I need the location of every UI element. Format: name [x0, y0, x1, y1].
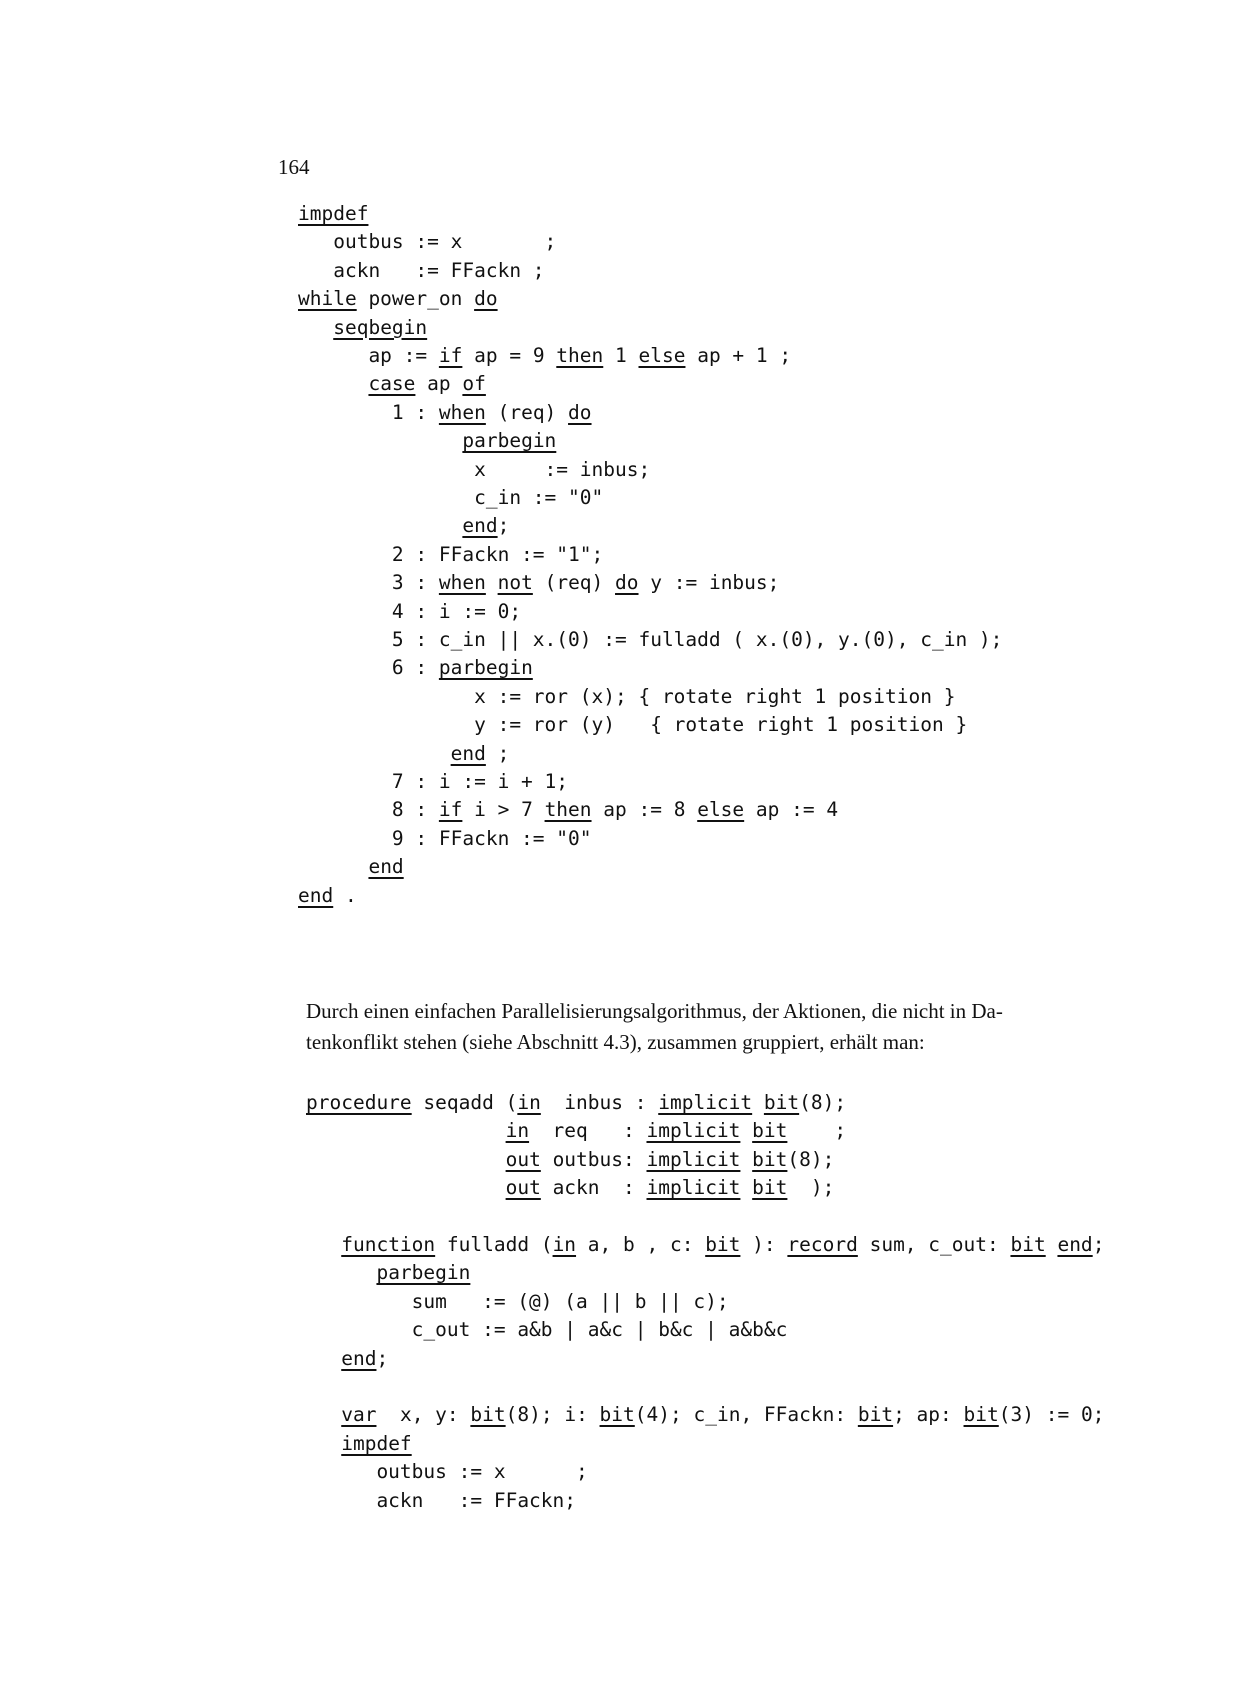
code-line: [298, 600, 521, 624]
code-text: sum, c_out:: [857, 1233, 1011, 1256]
code-line: [298, 713, 967, 737]
code-text: c_in := "0": [298, 486, 604, 509]
code-keyword: end: [341, 1346, 377, 1370]
code-keyword: do: [615, 571, 639, 595]
code-text: inbus :: [540, 1091, 659, 1114]
code-keyword: var: [341, 1403, 377, 1427]
code-keyword: in: [505, 1119, 530, 1143]
code-keyword: do: [474, 287, 498, 311]
code-line: [298, 401, 592, 425]
code-keyword: bit: [599, 1403, 635, 1427]
code-line: [298, 202, 368, 226]
code-text: ;: [1092, 1233, 1105, 1256]
code-text: (8);: [787, 1147, 835, 1171]
code-text: outbus:: [540, 1147, 647, 1171]
code-text: fulladd (: [435, 1233, 553, 1256]
code-text: [306, 1403, 341, 1426]
code-keyword: when: [438, 400, 486, 424]
code-keyword: bit: [1010, 1233, 1046, 1256]
paragraph-line: tenkonflikt stehen (siehe Abschnitt 4.3), zusammen gruppiert, erhält man:: [306, 1030, 925, 1054]
code-line: [298, 344, 791, 368]
code-line: [306, 1261, 470, 1285]
code-text: [298, 742, 451, 765]
code-line: [298, 230, 556, 254]
code-keyword: when: [438, 571, 486, 595]
code-text: [306, 1261, 376, 1284]
code-line: [306, 1148, 834, 1172]
code-text: ap :=: [298, 344, 439, 367]
code-keyword: implicit: [646, 1176, 741, 1200]
code-text: req :: [529, 1119, 647, 1143]
code-line: [298, 742, 509, 766]
code-line: [298, 543, 603, 567]
code-keyword: end: [368, 855, 404, 879]
code-text: ap + 1 ;: [685, 344, 792, 367]
code-keyword: if: [438, 344, 463, 367]
code-text: [1046, 1233, 1058, 1256]
code-keyword: not: [497, 571, 533, 595]
code-text: (4); c_in, FFackn:: [634, 1403, 858, 1427]
code-text: [486, 571, 498, 594]
code-text: (3) := 0;: [998, 1403, 1105, 1427]
code-text: x := ror (x); { rotate right 1 position }: [298, 684, 956, 708]
code-line: [306, 1318, 787, 1342]
code-keyword: record: [787, 1233, 858, 1256]
code-keyword: end: [298, 883, 334, 907]
code-keyword: case: [368, 372, 416, 396]
code-line: [298, 372, 486, 396]
code-text: sum := (@) (a || b || c);: [306, 1289, 729, 1313]
code-text: 5 : c_in || x.(0) := fulladd ( x.(0), y.(0), c_in );: [298, 628, 1003, 651]
code-keyword: while: [298, 287, 357, 311]
code-keyword: bit: [705, 1233, 741, 1256]
code-text: ):: [740, 1233, 788, 1256]
code-text: 1 :: [298, 400, 439, 424]
code-text: [298, 316, 333, 339]
code-line: [298, 798, 838, 822]
code-text: outbus := x ;: [306, 1460, 588, 1484]
code-text: 7 : i := i + 1;: [298, 770, 569, 793]
code-keyword: of: [462, 372, 486, 396]
code-text: 9 : FFackn := "0": [298, 826, 592, 850]
code-keyword: do: [568, 400, 592, 424]
code-line: [298, 827, 592, 851]
code-line: [306, 1176, 834, 1200]
code-keyword: bit: [752, 1119, 788, 1143]
code-text: ap := 4: [744, 798, 839, 822]
code-keyword: implicit: [658, 1091, 753, 1114]
code-text: 3 :: [298, 571, 439, 595]
code-line: [306, 1091, 846, 1115]
code-text: a, b , c:: [576, 1233, 706, 1256]
code-keyword: bit: [963, 1403, 999, 1427]
code-line: [306, 1489, 576, 1513]
code-line: [298, 855, 404, 879]
code-text: ; ap:: [893, 1403, 964, 1427]
code-line: [298, 514, 509, 538]
code-text: [306, 1347, 341, 1370]
code-text: ackn :: [540, 1176, 647, 1200]
code-text: ackn := FFackn;: [306, 1488, 577, 1512]
code-text: ;: [485, 741, 510, 765]
code-line: [298, 287, 498, 311]
code-keyword: bit: [763, 1091, 800, 1114]
code-keyword: bit: [752, 1147, 788, 1171]
code-text: (req): [532, 571, 616, 595]
page-number: 164: [278, 155, 310, 179]
code-text: 4 : i := 0;: [298, 599, 522, 623]
code-line: [298, 259, 545, 283]
code-keyword: in: [517, 1091, 541, 1114]
code-text: x := inbus;: [298, 457, 651, 481]
code-keyword: in: [552, 1233, 577, 1256]
code-keyword: parbegin: [376, 1261, 471, 1285]
code-line: [298, 770, 568, 794]
code-text: 2 : FFackn := "1";: [298, 542, 604, 566]
code-text: [740, 1148, 752, 1171]
code-text: [306, 1148, 506, 1171]
paragraph-line: Durch einen einfachen Parallelisierungsalgorithmus, der Aktionen, die nicht in Da-: [306, 999, 1003, 1023]
code-line: [306, 1233, 1104, 1257]
code-text: ;: [787, 1119, 847, 1143]
code-text: [306, 1176, 506, 1199]
code-line: [306, 1403, 1104, 1427]
code-keyword: end: [462, 514, 498, 538]
code-text: (req): [485, 400, 569, 424]
code-keyword: implicit: [646, 1119, 741, 1143]
code-keyword: impdef: [341, 1431, 412, 1455]
code-keyword: then: [556, 344, 604, 367]
code-line: [298, 571, 779, 595]
code-line: [306, 1290, 729, 1314]
code-text: y := inbus;: [638, 571, 780, 595]
code-line: [298, 316, 427, 340]
code-text: i > 7: [462, 798, 545, 822]
code-keyword: end: [450, 741, 486, 765]
code-line: [306, 1119, 846, 1143]
code-keyword: parbegin: [438, 656, 533, 680]
code-text: seqadd (: [411, 1091, 518, 1114]
code-text: c_out := a&b | a&c | b&c | a&b&c: [306, 1318, 788, 1342]
code-keyword: parbegin: [462, 429, 557, 453]
code-line: [298, 656, 533, 680]
body-paragraph: [306, 996, 1206, 1058]
code-line: [298, 458, 650, 482]
code-text: .: [333, 883, 357, 907]
code-text: 1: [603, 344, 639, 367]
code-text: [306, 1233, 341, 1256]
code-keyword: then: [544, 798, 592, 822]
code-keyword: procedure: [306, 1091, 412, 1114]
code-text: [298, 855, 368, 878]
code-line: [306, 1460, 588, 1484]
code-keyword: end: [1057, 1233, 1093, 1256]
code-text: ;: [497, 514, 510, 538]
code-keyword: out: [505, 1176, 541, 1200]
code-line: [298, 429, 556, 453]
code-text: ackn := FFackn ;: [298, 258, 545, 282]
code-line: [298, 685, 955, 709]
code-text: y := ror (y) { rotate right 1 position }: [298, 713, 968, 737]
code-text: ;: [376, 1346, 389, 1370]
code-keyword: else: [638, 344, 686, 367]
code-text: x, y:: [376, 1403, 471, 1427]
code-text: ap := 8: [591, 798, 698, 822]
code-line: [298, 628, 1002, 652]
code-keyword: out: [505, 1147, 541, 1171]
code-text: 8 :: [298, 798, 439, 822]
code-keyword: else: [697, 798, 745, 822]
code-text: (8); i:: [505, 1403, 600, 1427]
code-text: [740, 1176, 752, 1199]
code-keyword: seqbegin: [333, 315, 428, 339]
code-keyword: bit: [752, 1176, 788, 1200]
code-keyword: bit: [857, 1403, 894, 1427]
code-text: 6 :: [298, 656, 439, 680]
code-line: [306, 1347, 388, 1371]
code-line: [298, 884, 357, 908]
code-keyword: impdef: [298, 202, 369, 225]
code-line: [298, 486, 603, 510]
code-keyword: implicit: [646, 1147, 741, 1171]
code-text: [306, 1432, 341, 1455]
code-text: [752, 1091, 764, 1114]
code-text: ap = 9: [462, 344, 557, 367]
code-text: [740, 1119, 752, 1142]
code-text: outbus := x ;: [298, 230, 557, 254]
code-text: [298, 372, 368, 395]
code-keyword: bit: [470, 1403, 506, 1427]
code-text: ap: [415, 372, 463, 396]
code-keyword: function: [341, 1233, 436, 1256]
code-text: [298, 429, 462, 452]
code-text: power_on: [356, 287, 475, 311]
code-text: [298, 514, 462, 537]
code-text: (8);: [799, 1091, 847, 1114]
code-text: );: [787, 1176, 835, 1200]
code-line: [306, 1432, 412, 1456]
code-text: [306, 1119, 506, 1142]
code-keyword: if: [438, 798, 463, 822]
